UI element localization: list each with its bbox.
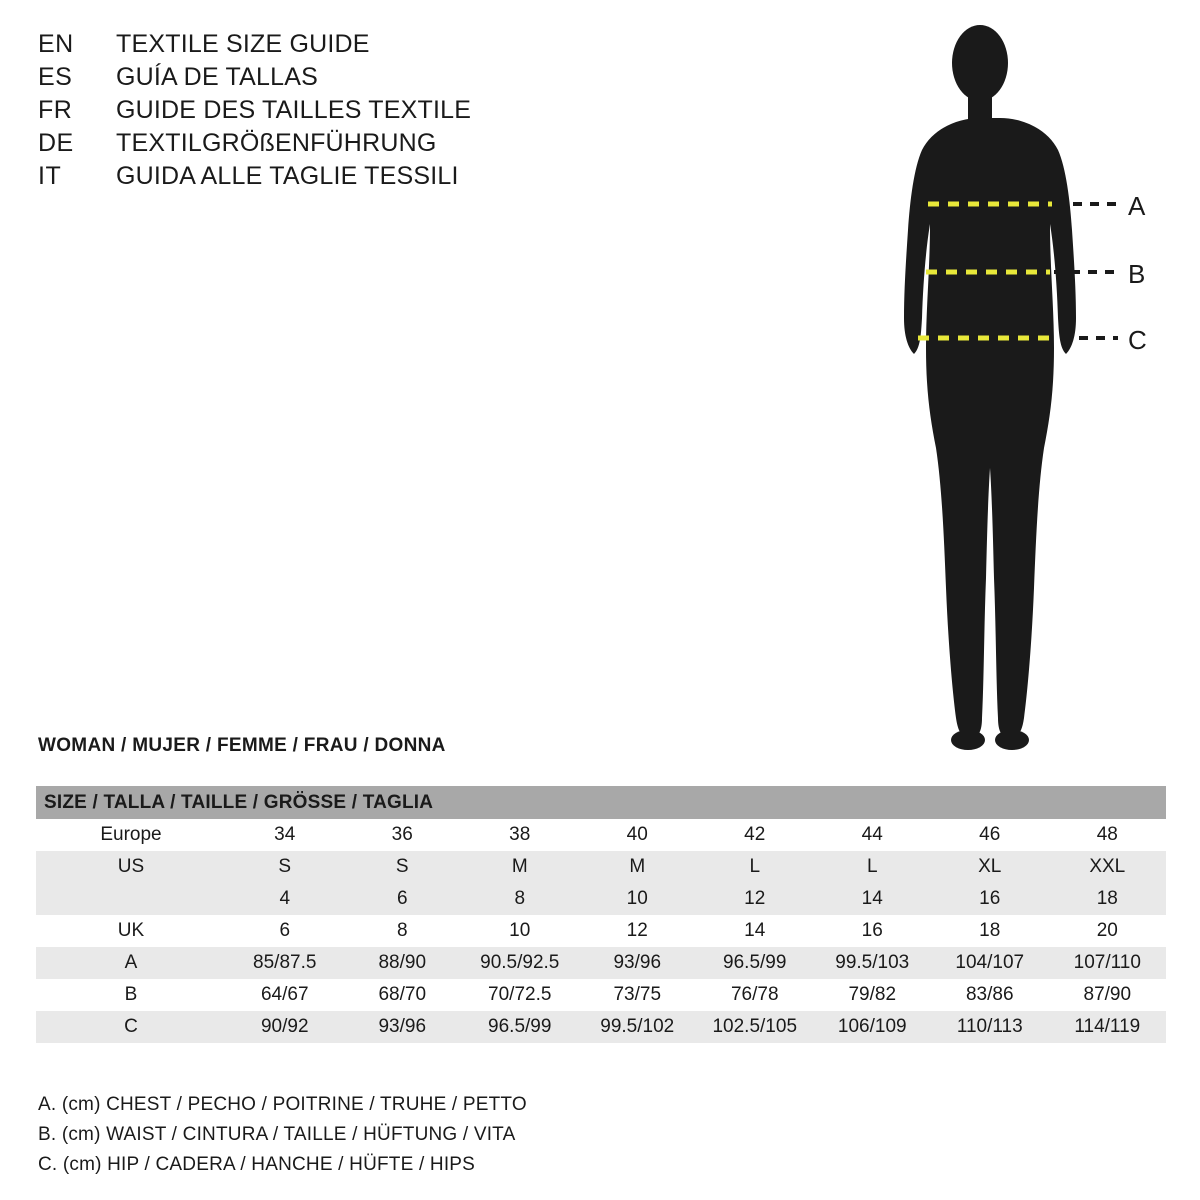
table-cell: 6: [226, 915, 344, 947]
language-row-de: [38, 129, 558, 162]
language-title-en: TEXTILE SIZE GUIDE: [116, 30, 370, 58]
table-cell: 79/82: [814, 979, 932, 1011]
table-cell: 48: [1049, 819, 1167, 851]
table-cell: 70/72.5: [461, 979, 579, 1011]
measurement-label-c: C: [1128, 325, 1147, 355]
language-code-de: DE: [38, 129, 74, 157]
row-label-uk: UK: [36, 915, 226, 947]
row-label-us-numeric: [36, 883, 226, 915]
table-cell: 104/107: [931, 947, 1049, 979]
language-code-es: ES: [38, 63, 73, 91]
table-cell: 102.5/105: [696, 1011, 814, 1043]
table-row: [36, 947, 1166, 979]
language-row-es: [38, 63, 558, 96]
table-cell: 106/109: [814, 1011, 932, 1043]
note-chest: A. (cm) CHEST / PECHO / POITRINE / TRUHE / PETTO: [38, 1094, 527, 1115]
table-cell: 16: [814, 915, 932, 947]
table-cell: S: [344, 851, 462, 883]
row-label-us: US: [36, 851, 226, 883]
table-cell: M: [461, 851, 579, 883]
measurement-label-a: A: [1128, 191, 1146, 221]
language-title-es: GUÍA DE TALLAS: [116, 63, 318, 91]
row-label-a: A: [36, 947, 226, 979]
table-cell: XXL: [1049, 851, 1167, 883]
silhouette-body-icon: [904, 25, 1076, 750]
section-label-woman: WOMAN / MUJER / FEMME / FRAU / DONNA: [38, 735, 446, 756]
measurement-label-b: B: [1128, 259, 1146, 289]
table-cell: 12: [579, 915, 697, 947]
table-cell: 83/86: [931, 979, 1049, 1011]
table-cell: 10: [461, 915, 579, 947]
table-cell: 44: [814, 819, 932, 851]
table-cell: 18: [931, 915, 1049, 947]
table-cell: 93/96: [579, 947, 697, 979]
table-cell: 107/110: [1049, 947, 1167, 979]
size-table-wrapper: [36, 786, 1166, 1043]
table-cell: 8: [344, 915, 462, 947]
row-label-c: C: [36, 1011, 226, 1043]
table-cell: 46: [931, 819, 1049, 851]
table-cell: 87/90: [1049, 979, 1167, 1011]
note-waist: B. (cm) WAIST / CINTURA / TAILLE / HÜFTUNG / VITA: [38, 1124, 516, 1145]
language-code-en: EN: [38, 30, 74, 58]
measurement-notes: [38, 1090, 738, 1180]
table-cell: 64/67: [226, 979, 344, 1011]
table-cell: XL: [931, 851, 1049, 883]
table-cell: 90.5/92.5: [461, 947, 579, 979]
table-row: [36, 851, 1166, 883]
table-cell: 42: [696, 819, 814, 851]
table-cell: 93/96: [344, 1011, 462, 1043]
table-row: [36, 979, 1166, 1011]
table-cell: 96.5/99: [696, 947, 814, 979]
table-cell: 8: [461, 883, 579, 915]
table-cell: 96.5/99: [461, 1011, 579, 1043]
table-cell: 4: [226, 883, 344, 915]
table-cell: 38: [461, 819, 579, 851]
table-cell: 6: [344, 883, 462, 915]
table-cell: 73/75: [579, 979, 697, 1011]
table-cell: 34: [226, 819, 344, 851]
table-cell: 14: [696, 915, 814, 947]
language-row-en: [38, 30, 558, 63]
table-header-row: [36, 786, 1166, 819]
table-cell: 20: [1049, 915, 1167, 947]
table-cell: 76/78: [696, 979, 814, 1011]
table-row: [36, 819, 1166, 851]
table-cell: 40: [579, 819, 697, 851]
note-hip: C. (cm) HIP / CADERA / HANCHE / HÜFTE / HIPS: [38, 1154, 476, 1175]
table-cell: 90/92: [226, 1011, 344, 1043]
table-row: [36, 1011, 1166, 1043]
table-cell: L: [814, 851, 932, 883]
table-cell: 36: [344, 819, 462, 851]
table-row: [36, 883, 1166, 915]
row-label-europe: Europe: [36, 819, 226, 851]
female-silhouette-figure: [860, 18, 1190, 758]
table-cell: 85/87.5: [226, 947, 344, 979]
table-cell: 12: [696, 883, 814, 915]
table-header-title: SIZE / TALLA / TAILLE / GRÖSSE / TAGLIA: [36, 786, 1166, 819]
language-row-it: [38, 162, 558, 195]
table-cell: L: [696, 851, 814, 883]
language-title-fr: GUIDE DES TAILLES TEXTILE: [116, 96, 472, 124]
table-cell: 114/119: [1049, 1011, 1167, 1043]
table-cell: 14: [814, 883, 932, 915]
table-cell: M: [579, 851, 697, 883]
table-cell: 88/90: [344, 947, 462, 979]
row-label-b: B: [36, 979, 226, 1011]
table-cell: 16: [931, 883, 1049, 915]
language-title-block: [38, 30, 558, 195]
size-table: [36, 786, 1166, 1043]
table-cell: 110/113: [931, 1011, 1049, 1043]
table-cell: 18: [1049, 883, 1167, 915]
table-cell: 99.5/102: [579, 1011, 697, 1043]
language-code-fr: FR: [38, 96, 73, 124]
language-title-it: GUIDA ALLE TAGLIE TESSILI: [116, 162, 459, 190]
language-code-it: IT: [38, 162, 62, 190]
table-cell: 68/70: [344, 979, 462, 1011]
table-cell: S: [226, 851, 344, 883]
table-cell: 99.5/103: [814, 947, 932, 979]
table-cell: 10: [579, 883, 697, 915]
table-row: [36, 915, 1166, 947]
language-title-de: TEXTILGRÖßENFÜHRUNG: [116, 129, 437, 157]
language-row-fr: [38, 96, 558, 129]
